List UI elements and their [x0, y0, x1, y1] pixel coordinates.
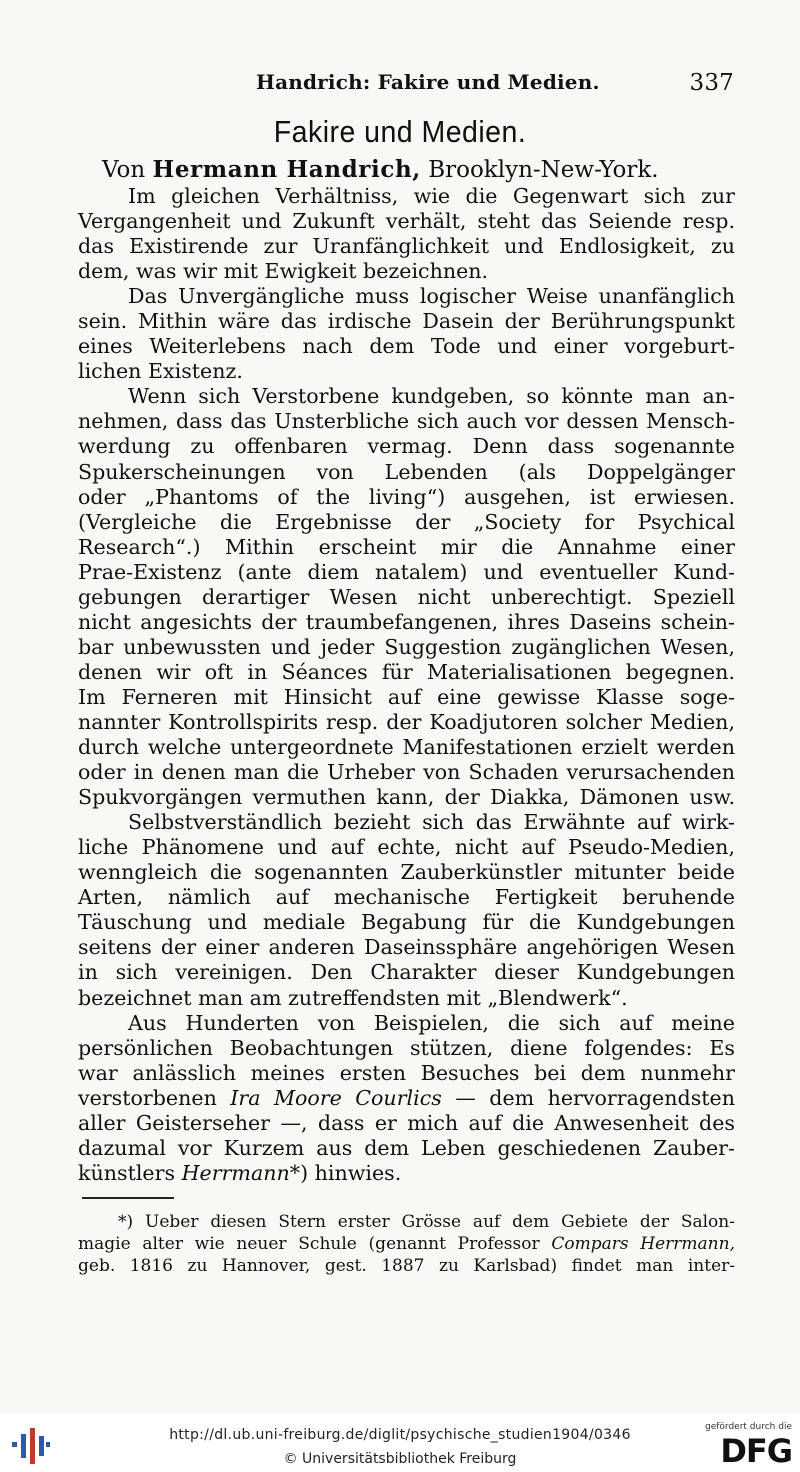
text-line: seitens der einer anderen Daseinssphäre angehörigen Wesen [78, 935, 735, 960]
viewer-footer [0, 1414, 800, 1472]
text-line: Im Ferneren mit Hinsicht auf eine gewisse Klasse soge- [78, 684, 735, 709]
text-line: oder in denen man die Urheber von Schaden verursachenden [78, 760, 735, 785]
text-line: dazumal vor Kurzem aus dem Leben geschiedenen Zauber- [78, 1135, 735, 1160]
text-line: Research“.) Mithin erscheint mir die Annahme einer [78, 534, 735, 559]
text-line: liche Phänomene und auf echte, nicht auf Pseudo-Medien, [78, 835, 735, 860]
text-line: lichen Existenz. [78, 359, 243, 384]
footnote [78, 1211, 735, 1277]
text-line: Täuschung und mediale Begabung für die Kundgebungen [78, 910, 735, 935]
text-line: nannter Kontrollspirits resp. der Koadjutoren solcher Medien, [78, 709, 735, 734]
text-segment: *) hinwies. [289, 1160, 402, 1185]
text-line: war anlässlich meines ersten Besuches bei dem nunmehr [78, 1060, 735, 1085]
footnote-line: geb. 1816 zu Hannover, gest. 1887 zu Karlsbad) findet man inter- [78, 1256, 735, 1276]
text-line: Spukerscheinungen von Lebenden (als Doppelgänger [78, 459, 735, 484]
footnote-line-mixed [78, 1233, 735, 1255]
text-line: Prae-Existenz (ante diem natalem) und eventueller Kund- [78, 559, 735, 584]
text-line: bar unbewussten und jeder Suggestion zugänglichen Wesen, [78, 634, 735, 659]
text-line: Arten, nämlich auf mechanische Fertigkeit beruhende [78, 885, 735, 910]
text-line: nicht angesichts der traumbefangenen, ihres Daseins schein- [78, 609, 735, 634]
person-name: Compars Herrmann, [551, 1234, 735, 1254]
text-line: oder „Phantoms of the living“) ausgehen, ist erwiesen. [78, 484, 735, 509]
text-line: Spukvorgängen vermuthen kann, der Diakka, Dämonen usw. [78, 785, 735, 810]
text-line: dem, was wir mit Ewigkeit bezeichnen. [78, 259, 489, 284]
text-line: wenngleich die sogenannten Zauberkünstler mitunter beide [78, 860, 735, 885]
text-line: denen wir oft in Séances für Materialisationen begegnen. [78, 659, 735, 684]
text-line: bezeichnet man am zutreffendsten mit „Blendwerk“. [78, 985, 628, 1010]
text-line: durch welche untergeordnete Manifestationen erzielt werden [78, 735, 735, 760]
running-header [78, 70, 734, 100]
text-line: werdung zu offenbaren vermag. Denn dass sogenannte [78, 434, 735, 459]
text-line: das Existirende zur Uranfänglichkeit und Endlosigkeit, zu [78, 234, 735, 259]
text-line: in sich vereinigen. Den Charakter dieser Kundgebungen [78, 960, 735, 985]
text-line: Vergangenheit und Zukunft verhält, steht das Seiende resp. [78, 209, 735, 234]
text-segment: — dem hervorragendsten [455, 1085, 735, 1110]
text-line: eines Weiterlebens nach dem Tode und einer vorgeburt- [78, 334, 735, 359]
text-line: Das Unvergängliche muss logischer Weise unanfänglich [128, 284, 735, 309]
copyright-notice: © Universitätsbibliothek Freiburg [283, 1451, 517, 1467]
dfg-logo-text: DFG [720, 1432, 792, 1470]
dfg-logo-icon [706, 1422, 792, 1468]
text-line: sein. Mithin wäre das irdische Dasein der Berührungspunkt [78, 309, 735, 334]
text-line: Selbstverständlich bezieht sich das Erwähnte auf wirk- [128, 810, 735, 835]
source-url[interactable]: http://dl.ub.uni-freiburg.de/diglit/psychische_studien1904/0346 [169, 1427, 631, 1443]
running-title: Handrich: Fakire und Medien. [256, 70, 600, 94]
article-title: Fakire und Medien. [273, 114, 527, 149]
text-segment: verstorbenen [78, 1085, 217, 1110]
text-line: persönlichen Beobachtungen stützen, diene folgendes: Es [78, 1035, 735, 1060]
text-line: Wenn sich Verstorbene kundgeben, so könnte man an- [128, 384, 735, 409]
author-name: Hermann Handrich, [152, 156, 421, 183]
funding-note: gefördert durch die [705, 1422, 792, 1432]
text-line-mixed [78, 1086, 735, 1111]
author-location: Brooklyn-New-York. [428, 157, 659, 183]
text-segment: magie alter wie neuer Schule (genannt Professor [78, 1234, 540, 1254]
byline [102, 156, 659, 183]
article-body [78, 184, 735, 1186]
footnote-divider [82, 1197, 174, 1199]
page-number: 337 [689, 70, 734, 96]
text-segment: künstlers [78, 1160, 176, 1185]
text-line: gebungen derartiger Wesen nicht unberechtigt. Speziell [78, 584, 735, 609]
footnote-line: *) Ueber diesen Stern erster Grösse auf dem Gebiete der Salon- [118, 1212, 735, 1232]
text-line-mixed [78, 1161, 735, 1186]
text-line: Im gleichen Verhältniss, wie die Gegenwart sich zur [128, 184, 735, 208]
text-line: (Vergleiche die Ergebnisse der „Society for Psychical [78, 509, 735, 534]
text-line: Aus Hunderten von Beispielen, die sich auf meine [128, 1010, 735, 1035]
text-line: aller Geisterseher —, dass er mich auf die Anwesenheit des [78, 1110, 735, 1135]
person-name: Ira Moore Courlics [230, 1085, 442, 1110]
text-line: nehmen, dass das Unsterbliche sich auch vor dessen Mensch- [78, 409, 735, 434]
byline-prefix: Von [102, 157, 146, 183]
person-name: Herrmann [181, 1160, 290, 1185]
